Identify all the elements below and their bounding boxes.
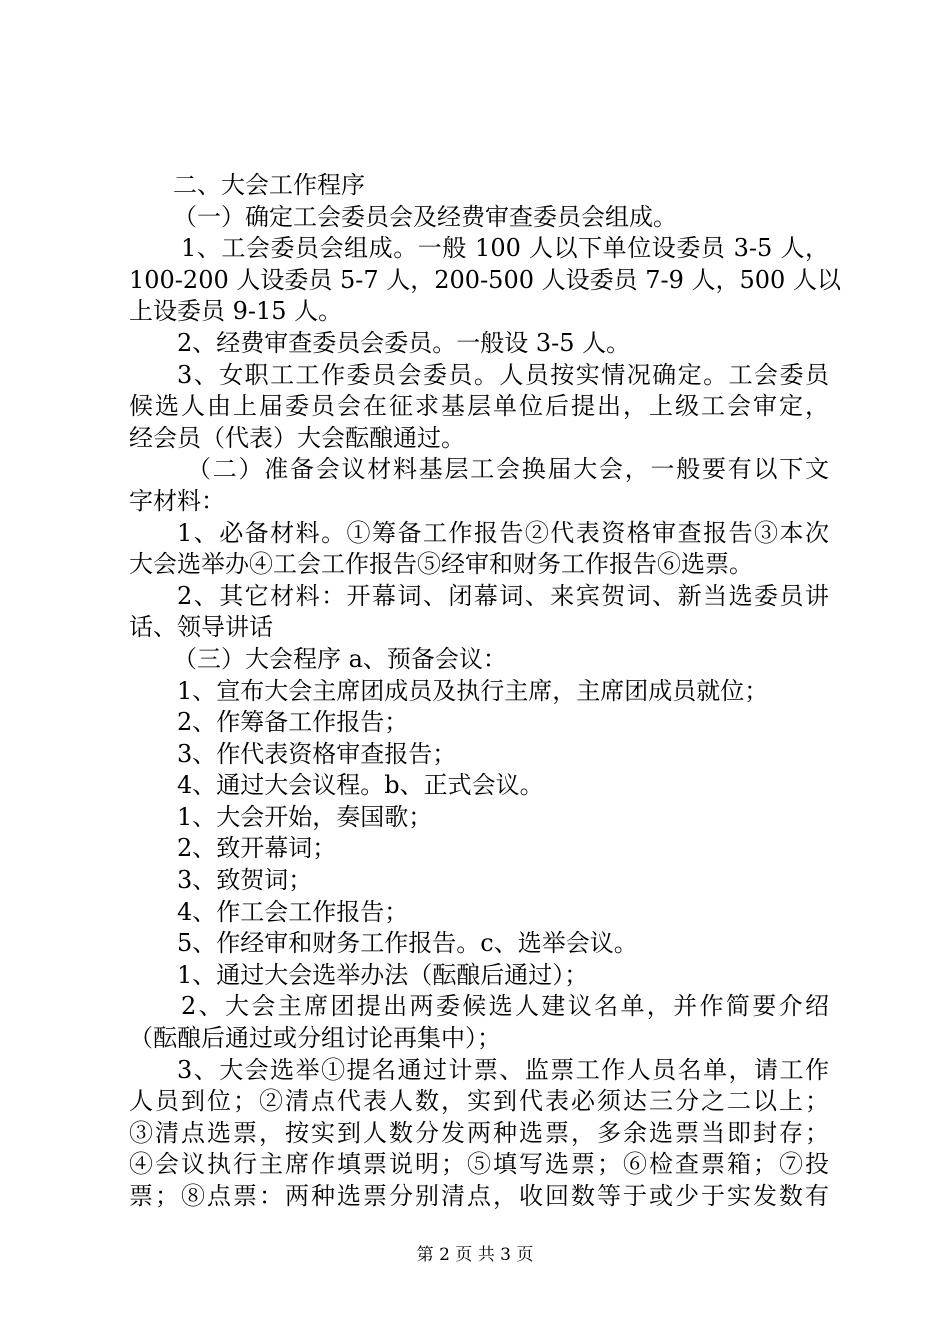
text-line: 票；⑧点票：两种选票分别清点，收回数等于或少于实发数有 <box>129 1182 829 1210</box>
text-line: 2、致开幕词； <box>177 834 337 863</box>
text-line: 100-200 人设委员 5-7 人，200-500 人设委员 7-9 人，500 人以 <box>129 265 841 294</box>
text-line: 2、经费审查委员会委员。一般设 3-5 人。 <box>177 328 631 357</box>
text-line: 人员到位；②清点代表人数，实到代表必须达三分之二以上； <box>129 1087 829 1116</box>
text-line: 字材料： <box>129 486 225 515</box>
text-line: 2、其它材料：开幕词、闭幕词、来宾贺词、新当选委员讲 <box>177 581 829 610</box>
text-line: 上设委员 9-15 人。 <box>129 297 343 326</box>
text-line: 2、作筹备工作报告； <box>177 708 409 737</box>
text-line: 经会员（代表）大会酝酿通过。 <box>129 423 465 452</box>
text-line: ③清点选票，按实到人数分发两种选票，多余选票当即封存； <box>129 1118 829 1147</box>
text-line: 候选人由上届委员会在征求基层单位后提出，上级工会审定， <box>129 392 829 421</box>
text-line: 3、大会选举①提名通过计票、监票工作人员名单，请工作 <box>177 1055 829 1084</box>
text-line: 1、宣布大会主席团成员及执行主席，主席团成员就位； <box>177 676 769 705</box>
text-line: 1、通过大会选举办法（酝酿后通过）； <box>177 960 589 989</box>
text-line: 1、工会委员会组成。一般 100 人以下单位设委员 3-5 人， <box>181 234 829 263</box>
text-line: （三）大会程序 a、预备会议： <box>173 644 507 673</box>
text-line: 话、领导讲话 <box>129 613 273 642</box>
text-line: （一）确定工会委员会及经费审查委员会组成。 <box>173 202 677 231</box>
text-line: 1、大会开始，奏国歌； <box>177 802 433 831</box>
text-line: 3、致贺词； <box>177 866 313 895</box>
document-body <box>129 170 841 1213</box>
text-line: 1、必备材料。①筹备工作报告②代表资格审查报告③本次 <box>177 518 829 547</box>
text-line: 4、作工会工作报告； <box>177 897 409 926</box>
text-line: 3、作代表资格审查报告； <box>177 739 457 768</box>
text-line: 4、通过大会议程。b、正式会议。 <box>177 771 544 800</box>
text-line: （二）准备会议材料基层工会换届大会，一般要有以下文 <box>187 455 829 484</box>
text-line: 3、女职工工作委员会委员。人员按实情况确定。工会委员 <box>177 360 829 389</box>
text-line: 大会选举办④工会工作报告⑤经审和财务工作报告⑥选票。 <box>129 550 753 579</box>
text-line: 5、作经审和财务工作报告。c、选举会议。 <box>177 929 638 958</box>
text-line: ④会议执行主席作填票说明；⑤填写选票；⑥检查票箱；⑦投 <box>129 1150 829 1179</box>
text-line: （酝酿后通过或分组讨论再集中）； <box>129 1024 501 1053</box>
text-line: 二、大会工作程序 <box>173 171 365 199</box>
text-line: 2、大会主席团提出两委候选人建议名单，并作简要介绍 <box>181 992 829 1021</box>
page-footer: 第 2 页 共 3 页 <box>416 1245 534 1265</box>
